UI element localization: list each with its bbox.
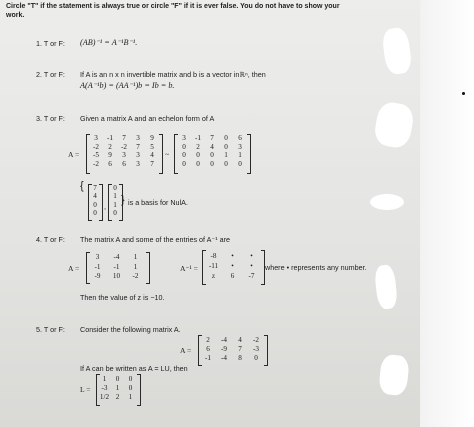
q3-label: 3. T or F: [36,114,65,123]
q5-A-label: A = [180,346,192,355]
q3-A-cell: -2 [93,159,99,168]
q5-L-cell: 2 [115,393,120,402]
q4-Ainv-cell: 6 [230,271,235,280]
q3-E-cell: 0 [182,159,186,168]
q1-formula: (AB)⁻¹ = A⁻¹B⁻¹. [80,38,138,47]
q3-A-cell: 6 [108,159,112,168]
q4-statement: The matrix A and some of the entries of A⁻¹ are [80,235,231,244]
q3-A-cell: 3 [136,159,140,168]
q5-lu-text: If A can be written as A = LU, then [80,364,188,373]
q4-A-cell: -9 [94,272,101,281]
q4-Ainv-cell: -11 [208,261,219,270]
q5-statement: Consider the following matrix A. [80,325,181,334]
q5-L-cell: -3 [101,384,108,393]
q4-A-cell: 1 [133,262,138,271]
q5-A-cell: -9 [221,345,227,354]
marker-blob-4 [374,264,398,310]
q3-v2-cell: 1 [113,192,117,201]
q3-v2-cell: 0 [113,209,117,218]
q3-E-cell: 0 [224,159,228,168]
q3-E-cell: 0 [196,151,200,160]
q3-matrix-A [89,134,159,168]
q3-A-cell: 7 [122,134,126,142]
q5-L-cell: 0 [128,384,133,393]
q5-A-bracket-right [264,335,268,366]
q5-L-cell: 1 [128,393,133,402]
q3-A-cell: 9 [150,134,154,142]
q4-Ainv-cell: -7 [248,271,255,280]
q5-A-cell: -2 [253,336,259,345]
q3-A-cell: 3 [136,151,140,160]
q5-L-cell: 1 [102,375,107,384]
marker-blob-5 [378,354,410,397]
q3-A-cell: 9 [108,151,112,160]
q3-A-cell: -2 [93,142,99,151]
q3-E-cell: 3 [182,134,186,142]
q4-matrix-A [88,253,145,282]
q5-A-cell: -1 [205,354,211,363]
q3-A-cell: 7 [136,142,140,151]
q5-A-cell: -3 [253,345,259,354]
q5-L-cell: 0 [128,375,133,384]
q2-statement: If A is an n x n invertible matrix and b is a vector inℝⁿ, then [80,70,266,79]
q5-label: 5. T or F: [36,325,65,334]
q5-A-cell: 7 [238,345,242,354]
q1-label: 1. T or F: [36,39,65,48]
q3-A-cell: 3 [94,134,98,142]
photo-edge [420,0,474,427]
edge-mark [462,92,465,95]
q3-E-cell: 7 [210,134,214,142]
q3-E-cell: 1 [224,151,228,160]
q2-formula: A(A⁻¹b) = (AA⁻¹)b = Ib = b. [80,81,175,90]
q3-A-cell: 2 [108,142,112,151]
q4-label: 4. T or F: [36,235,65,244]
q3-A-cell: -1 [107,134,113,142]
q3-tilde: ~ [165,150,170,159]
q4-matrix-Ainv [204,251,261,281]
q4-A-bracket-right [146,252,150,284]
q3-E-bracket-right [247,134,251,174]
q3-A-label: A = [68,150,80,159]
q5-A-cell: 8 [238,354,242,363]
q5-L-label: L = [80,385,91,394]
q3-v1-cell: 4 [93,192,97,201]
q3-E-cell: 0 [238,159,242,168]
q3-E-cell: 1 [238,151,242,160]
q5-L-bracket-right [137,374,141,406]
q4-A-cell: 1 [133,253,138,262]
q5-L-cell: 0 [115,375,120,384]
q3-A-cell: 4 [150,151,154,160]
q4-Ainv-cell: • [231,261,234,270]
q3-A-cell: 6 [122,159,126,168]
q3-basis-text: is a basis for NulA. [128,198,188,207]
q4-A-cell: 10 [112,272,121,281]
q3-E-cell: 0 [224,134,228,142]
q3-E-cell: 3 [238,142,242,151]
q3-basis-brace-close: } [121,194,125,206]
q3-v2-cell: 0 [113,183,117,192]
q4-A-cell: -4 [113,253,120,262]
q5-A-cell: 0 [254,354,258,363]
q5-A-cell: -4 [221,354,227,363]
q3-E-cell: 0 [210,151,214,160]
q4-Ainv-cell: -8 [210,251,217,260]
q5-A-cell: 6 [206,345,210,354]
q3-A-cell: 7 [150,159,154,168]
q3-v1-cell: 0 [93,209,97,218]
instructions-line-1: Circle "T" if the statement is always true or circle "F" if it is ever false. You do not have to show your [6,3,340,10]
q4-Ainv-cell: • [250,251,253,260]
q3-E-cell: 0 [182,151,186,160]
q5-matrix-A [200,336,264,363]
q4-note: where • represents any number. [265,263,367,272]
q5-A-cell: 4 [238,336,242,345]
q4-Ainv-cell: • [231,251,234,260]
q3-E-cell: 2 [196,142,200,151]
q4-A-cell: 3 [95,253,100,262]
q5-A-cell: 2 [206,336,210,345]
q4-Ainv-cell: • [250,261,253,270]
q3-A-bracket-right [159,134,163,174]
q3-A-cell: 3 [136,134,140,142]
q5-A-cell: -4 [221,336,227,345]
q3-A-cell: 3 [122,151,126,160]
q3-E-cell: 6 [238,134,242,142]
q4-conclusion: Then the value of z is −10. [80,293,165,302]
q4-A-cell: -1 [94,262,101,271]
q4-Ainv-cell: z [211,271,216,280]
q3-E-cell: -1 [195,134,201,142]
q3-E-cell: 0 [196,159,200,168]
q4-A-label: A = [68,264,80,273]
q5-matrix-L [98,375,137,402]
q3-matrix-echelon [177,134,247,168]
marker-blob-3 [370,194,404,210]
q3-v1-bracket-right [99,184,103,221]
q3-basis-comma: , [104,202,106,211]
q3-E-cell: 4 [210,142,214,151]
instructions-line-2: work. [6,12,25,19]
q3-E-cell: 0 [210,159,214,168]
q3-basis-brace-open: { [80,180,84,192]
q3-v2-cell: 1 [113,200,117,209]
marker-blob-2 [372,100,415,150]
q3-v1-cell: 0 [93,200,97,209]
q3-A-cell: -2 [121,142,127,151]
q3-E-cell: 0 [224,142,228,151]
q3-E-cell: 0 [182,142,186,151]
q4-Ainv-label: A⁻¹ = [180,264,198,273]
q3-A-cell: 5 [150,142,154,151]
q5-L-cell: 1/2 [99,393,110,402]
q3-v1-cell: 7 [93,183,97,192]
q5-L-cell: 1 [115,384,120,393]
q4-A-cell: -2 [132,272,139,281]
q4-A-cell: -1 [113,262,120,271]
marker-blob-1 [381,26,413,75]
q3-A-cell: -5 [93,151,99,160]
q3-statement: Given a matrix A and an echelon form of A [80,114,215,123]
q2-label: 2. T or F: [36,70,65,79]
